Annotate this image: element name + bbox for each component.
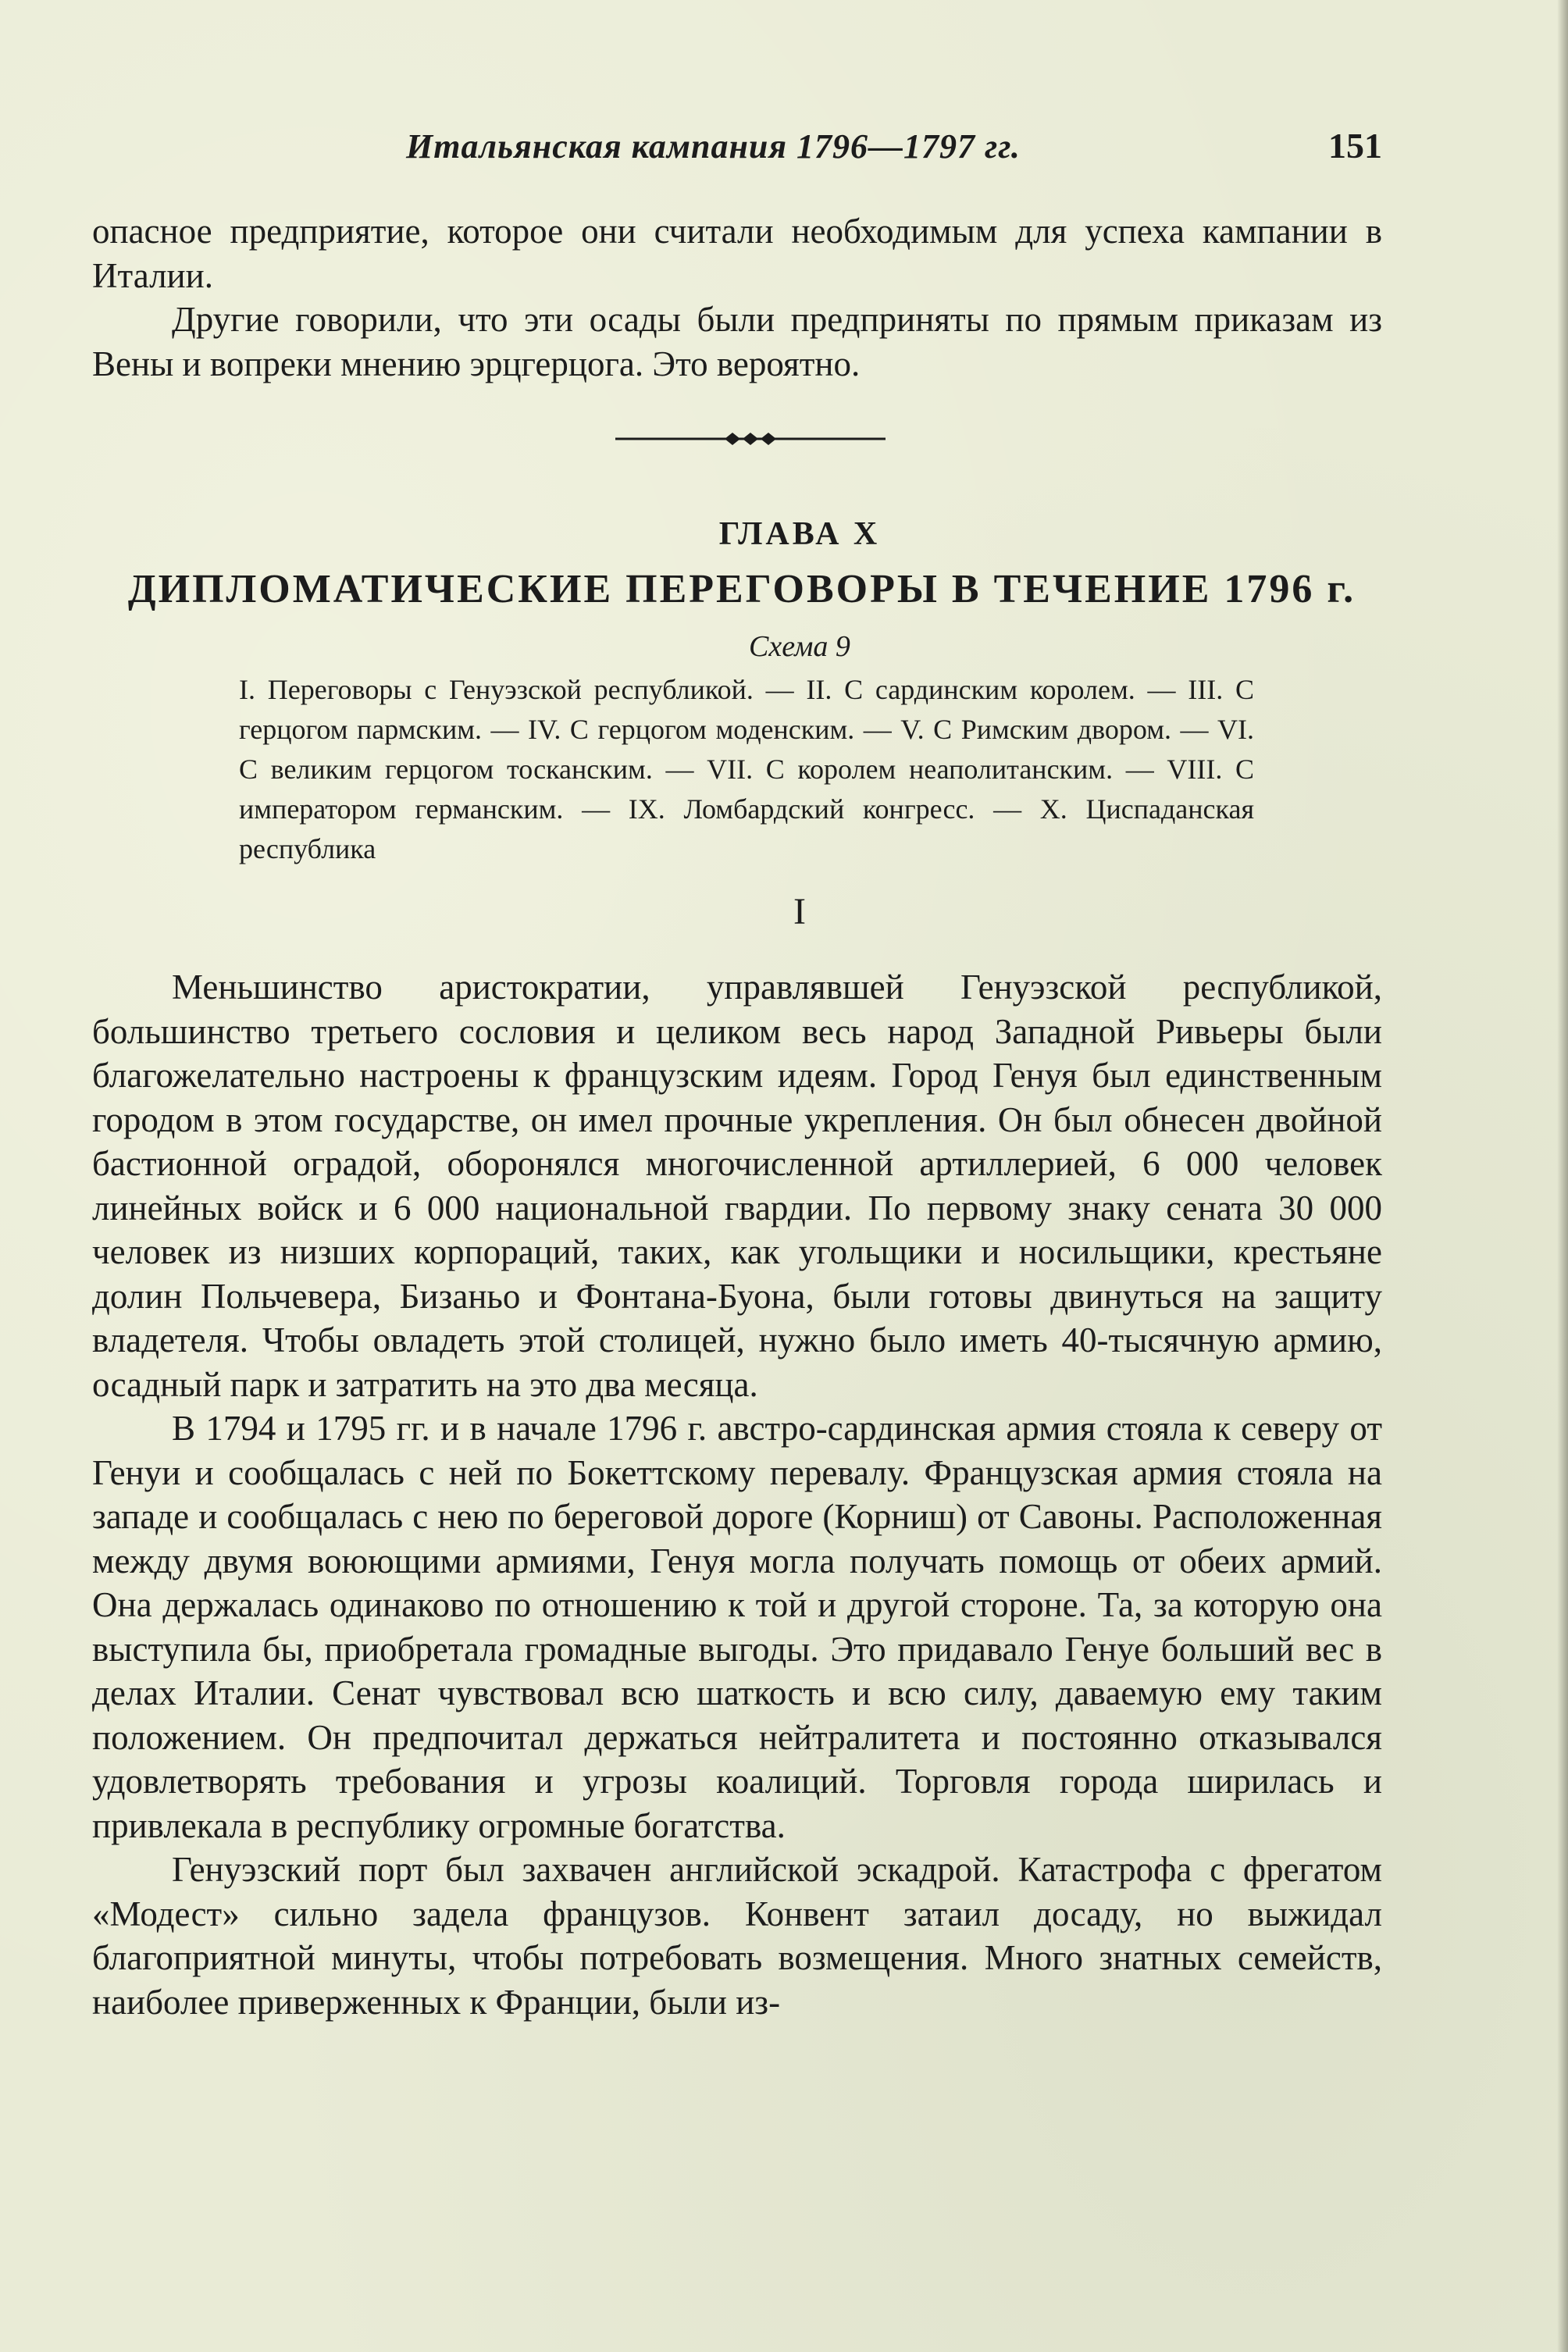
chapter-summary-text: I. Переговоры с Генуэзской республикой. — II. С сардинским королем. — III. С герцогом пармским. — IV. С герцогом моденским. — V. С Римским двором. — VI. С великим герцогом тосканским. — VII. С королем неаполитанским. — VIII. С императором германским. — IX. Ломбардский конгресс. — X. Циспаданская республика — [239, 674, 1254, 864]
schema-label: Схема 9 — [749, 630, 850, 663]
section-number: I — [793, 891, 806, 932]
body-paragraph: Меньшинство аристократии, управлявшей Генуэзской республикой, большинство третьего сословия и целиком весь народ Западной Ривьеры были благожелательно настроены к французским идеям. Город Генуя был единственным городом в этом государстве, он имел прочные укрепления. Он был обнесен двойной бастионной оградой, оборонялся многочисленной артиллерией, 6 000 человек линейных войск и 6 000 национальной гвардии. По первому знаку сената 30 000 человек из низших корпораций, таких, как угольщики и носильщики, крестьяне долин Польчевера, Бизаньо и Фонтана-Буона, были готовы двинуться на защиту владетеля. Чтобы овладеть этой столицей, нужно было иметь 40-тысячную армию, осадный парк и затратить на это два месяца. — [92, 968, 1382, 1404]
running-header — [94, 117, 1382, 172]
page-number: 151 — [1328, 126, 1382, 166]
intro-text — [92, 209, 1382, 386]
chapter-summary — [239, 670, 1254, 869]
running-title: Итальянская кампания 1796—1797 гг. — [406, 127, 1021, 166]
body-paragraph: Генуэзский порт был захвачен английской эскадрой. Катастрофа с фрегатом «Модест» сильно задела французов. Конвент затаил досаду, но выжидал благоприятной минуты, чтобы потребовать возмещения. Много знатных семейств, наиболее приверженных к Франции, были из- — [92, 1850, 1382, 2022]
section-body — [92, 965, 1382, 2024]
page-edge-shadow — [1557, 0, 1568, 2352]
chapter-title: ДИПЛОМАТИЧЕСКИЕ ПЕРЕГОВОРЫ В ТЕЧЕНИЕ 1796 г. — [127, 567, 1356, 611]
section-divider-ornament — [615, 422, 886, 456]
chapter-label: ГЛАВА X — [718, 516, 881, 552]
intro-paragraph-2: Другие говорили, что эти осады были предприняты по прямым приказам из Вены и вопреки мнению эрцгерцога. Это вероятно. — [92, 300, 1382, 383]
body-paragraph: В 1794 и 1795 гг. и в начале 1796 г. австро-сардинская армия стояла к северу от Генуи и сообщалась с ней по Бокеттскому перевалу. Французская армия стояла на западе и сообщалась с нею по береговой дороге (Корниш) от Савоны. Расположенная между двумя воюющими армиями, Генуя могла получать помощь от обеих армий. Она держалась одинаково по отношению к той и другой стороне. Та, за которую она выступила бы, приобретала громадные выгоды. Это придавало Генуе больший вес в делах Италии. Сенат чувствовал всю шаткость и всю силу, даваемую ему таким положением. Он предпочитал держаться нейтралитета и постоянно отказывался удовлетворять требования и угрозы коалиций. Торговля города ширилась и привлекала в республику огромные богатства. — [92, 1409, 1382, 1845]
intro-paragraph-1: опасное предприятие, которое они считали необходимым для успеха кампании в Италии. — [92, 212, 1382, 295]
